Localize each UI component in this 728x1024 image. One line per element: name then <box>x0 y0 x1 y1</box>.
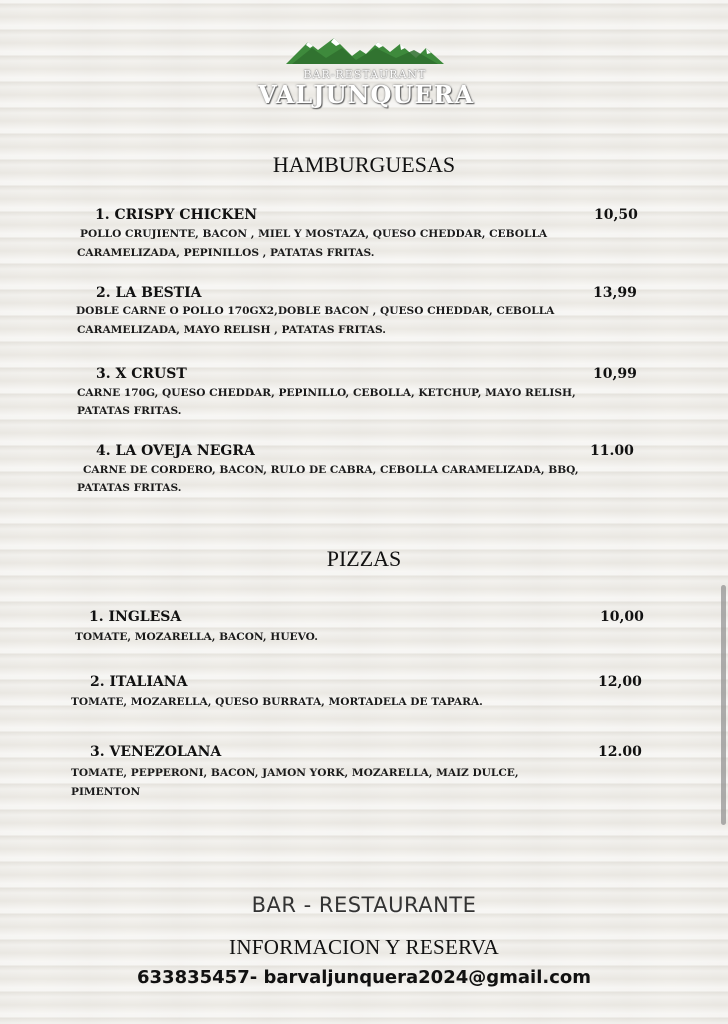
menu-item-description: TOMATE, MOZARELLA, QUESO BURRATA, MORTADELA DE TAPARA. <box>71 696 483 708</box>
mountains-icon <box>286 36 444 66</box>
section-title-pizzas: PIZZAS <box>326 546 402 571</box>
menu-item-price: 12.00 <box>598 744 642 760</box>
menu-item-description: TOMATE, MOZARELLA, BACON, HUEVO. <box>75 631 318 643</box>
menu-item-price: 12,00 <box>598 674 642 690</box>
menu-item-price: 13,99 <box>593 285 637 301</box>
menu-item-description: CARAMELIZADA, MAYO RELISH , PATATAS FRITAS. <box>77 324 386 336</box>
menu-item-description: PATATAS FRITAS. <box>77 405 182 417</box>
menu-item-name: 3. VENEZOLANA <box>90 744 222 760</box>
menu-item-name: 1. CRISPY CHICKEN <box>95 207 258 223</box>
menu-item-price: 10,99 <box>593 366 637 382</box>
menu-item-price: 11.00 <box>590 443 634 459</box>
menu-item-description: PIMENTON <box>71 786 141 798</box>
menu-item-description: DOBLE CARNE O POLLO 170GX2,DOBLE BACON , QUESO CHEDDAR, CEBOLLA <box>76 305 555 317</box>
footer-contact[interactable]: 633835457- barvaljunquera2024@gmail.com <box>137 967 591 988</box>
menu-item-name: 4. LA OVEJA NEGRA <box>96 443 255 459</box>
footer-bar-restaurante: BAR - RESTAURANTE <box>251 893 477 917</box>
menu-item-name: 3. X CRUST <box>96 366 187 382</box>
menu-item-description: CARNE 170G, QUESO CHEDDAR, PEPINILLO, CEBOLLA, KETCHUP, MAYO RELISH, <box>77 387 576 399</box>
menu-item-name: 2. ITALIANA <box>90 674 188 690</box>
menu-item-price: 10,50 <box>594 207 638 223</box>
logo-name: VALJUNQUERA <box>258 80 475 109</box>
footer-info-reserva: INFORMACION Y RESERVA <box>229 935 499 959</box>
scrollbar[interactable] <box>721 585 726 825</box>
restaurant-logo <box>258 36 475 116</box>
menu-item-name: 2. LA BESTIA <box>96 285 202 301</box>
section-title-hamburguesas: HAMBURGUESAS <box>272 152 456 177</box>
logo-subtitle: BAR-RESTAURANT <box>303 68 427 81</box>
menu-item-price: 10,00 <box>600 609 644 625</box>
menu-item-description: CARNE DE CORDERO, BACON, RULO DE CABRA, CEBOLLA CARAMELIZADA, BBQ, <box>83 464 579 476</box>
menu-item-description: TOMATE, PEPPERONI, BACON, JAMON YORK, MOZARELLA, MAIZ DULCE, <box>71 767 519 779</box>
menu-item-description: PATATAS FRITAS. <box>77 482 182 494</box>
menu-item-description: POLLO CRUJIENTE, BACON , MIEL Y MOSTAZA, QUESO CHEDDAR, CEBOLLA <box>80 228 548 240</box>
menu-item-name: 1. INGLESA <box>89 609 182 625</box>
menu-item-description: CARAMELIZADA, PEPINILLOS , PATATAS FRITAS. <box>77 247 375 259</box>
